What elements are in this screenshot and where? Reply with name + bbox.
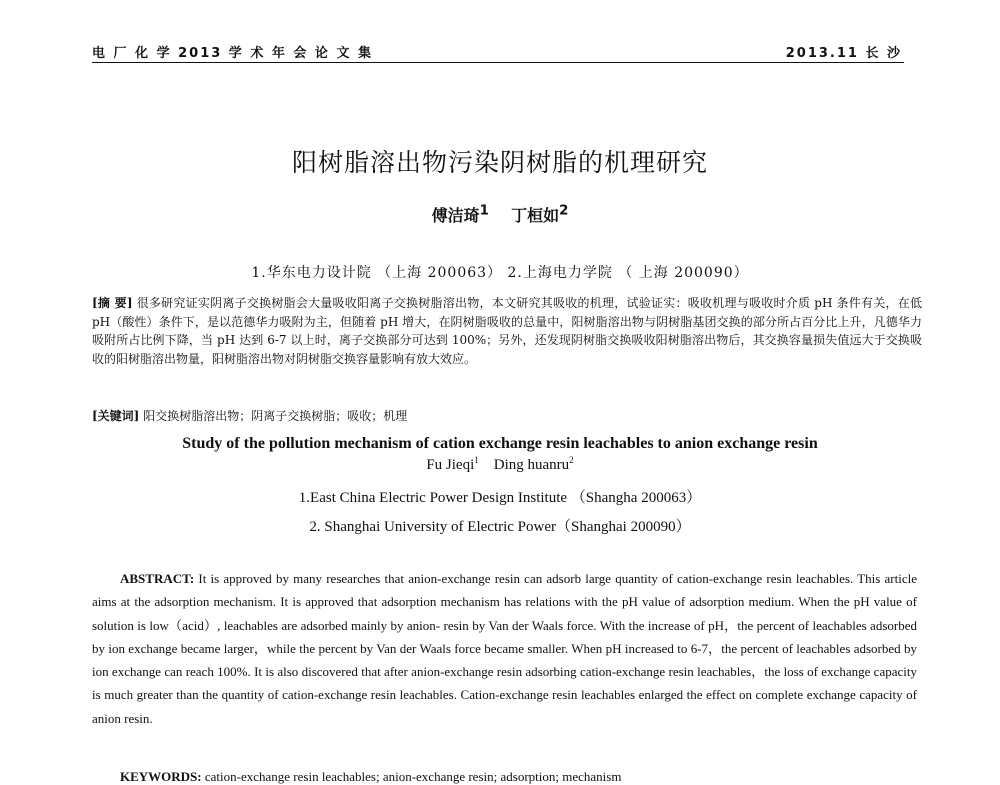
abstract-en-text: It is approved by many researches that anion-exchange resin can adsorb large quantity of cation-exchange resin leachables. This article aims at the adsorption mechanism. It is approved that adsorption mechanism has relations with the pH value of adsorption medium. When the pH value of solution is low（acid）, leachables are adsorbed mainly by anion- resin by Van der Waals force. With the increase of pH，the percent of leachables adsorbed by ion exchange became larger，while the percent by Van der Waals force became smaller. When pH increased to 6-7，the percent of leachables adsorbed by ion exchange can reach 100%. It is also discovered that after anion-exchange resin adsorbing cation-exchange resin leachables，the loss of exchange capacity is much greater than the quantity of cation-exchange resin leachables. Cation-exchange resin leachables enlarged the effect on complete exchange capacity of anion resin.: [92, 571, 917, 726]
abstract-en: [92, 567, 917, 730]
paper-title-en: Study of the pollution mechanism of cation exchange resin leachables to anion exchange resin: [182, 435, 818, 452]
author-name-en: Ding huanru: [493, 457, 570, 473]
authors-cn: [0, 203, 1000, 226]
keywords-en: [120, 769, 920, 785]
abstract-cn: [92, 294, 922, 368]
affiliation-en-2: 2. Shanghai University of Electric Power（Shanghai 200090）: [309, 519, 691, 535]
affiliation-en-1: 1.East China Electric Power Design Institute （Shangha 200063）: [298, 490, 702, 506]
author-name: 傅洁琦: [431, 206, 480, 225]
running-header: [92, 40, 904, 63]
author-affil-mark: 1: [474, 455, 479, 465]
header-date-place: 2013.11 长 沙: [785, 46, 902, 61]
author-affil-mark: 2: [569, 455, 574, 465]
paper-title-cn: 阳树脂溶出物污染阴树脂的机理研究: [291, 148, 708, 177]
keywords-cn-label: [关键词]: [92, 409, 140, 423]
author-affil-mark: 1: [479, 203, 489, 219]
author-name-en: Fu Jieqi: [426, 457, 475, 473]
affiliations-cn: 1.华东电力设计院 （上海 200063） 2.上海电力学院 （ 上海 200090）: [251, 265, 749, 281]
keywords-en-label: KEYWORDS:: [120, 769, 202, 784]
abstract-cn-text: 很多研究证实阴离子交换树脂会大量吸收阳离子交换树脂溶出物，本文研究其吸收的机理，试验证实：吸收机理与吸收时介质 pH 条件有关，在低 pH（酸性）条件下，是以范德华力吸附为主，但随着 pH 增大，在阴树脂吸收的总量中，阳树脂溶出物与阴树脂基团交换的部分所占百分比上升，凡德华力吸附所占比例下降，当 pH 达到 6-7 以上时，离子交换部分可达到 100%；另外，还发现阴树脂交换吸收阳树脂溶出物后，其交换容量损失值远大于交换吸收的阳树脂溶出物量，阳树脂溶出物对阴树脂交换容量影响有放大效应。: [92, 296, 922, 366]
abstract-cn-label: [摘 要]: [92, 296, 133, 310]
header-journal: 电 厂 化 学 2013 学 术 年 会 论 文 集: [92, 46, 373, 61]
author-name: 丁桓如: [511, 206, 560, 225]
abstract-en-label: ABSTRACT:: [120, 571, 195, 586]
keywords-cn: [92, 407, 922, 424]
author-affil-mark: 2: [559, 203, 569, 219]
authors-en: [0, 455, 1000, 474]
keywords-en-text: cation-exchange resin leachables; anion-exchange resin; adsorption; mechanism: [204, 769, 622, 784]
keywords-cn-text: 阳交换树脂溶出物；阴离子交换树脂；吸收；机理: [143, 409, 408, 423]
